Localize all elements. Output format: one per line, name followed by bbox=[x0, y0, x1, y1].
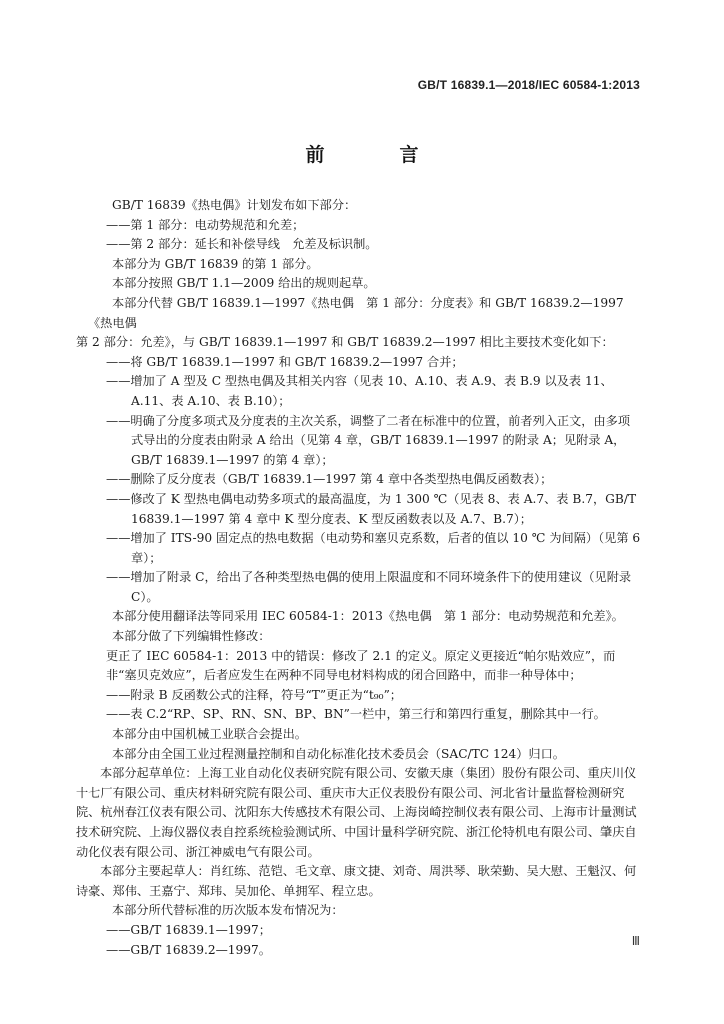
list-item: ——增加了附录 C，给出了各种类型热电偶的使用上限温度和不同环境条件下的使用建议（见附录 C）。 bbox=[106, 570, 632, 604]
list-item: ——增加了 ITS-90 固定点的热电数据（电动势和塞贝克系数，后者的值以 10 ℃ 为间隔）（见第 6 章）； bbox=[106, 531, 641, 565]
paragraph: 本部分代替 GB/T 16839.1—1997《热电偶 第 1 部分：分度表》和 GB/T 16839.2—1997《热电偶 bbox=[88, 295, 624, 330]
page-number: Ⅲ bbox=[631, 934, 640, 948]
page-title: 前 言 bbox=[305, 144, 447, 166]
paragraph-continuation: 第 2 部分：允差》，与 GB/T 16839.1—1997 和 GB/T 16839.2—1997 相比主要技术变化如下： bbox=[76, 335, 614, 350]
list-item: ——第 2 部分：延长和补偿导线 允差及标识制。 bbox=[106, 237, 378, 252]
paragraph: 本部分起草单位：上海工业自动化仪表研究院有限公司、安徽天康（集团）股份有限公司、重庆川仪十七厂有限公司、重庆材料研究院有限公司、重庆市大正仪表股份有限公司、河北省计量监督检测研究院、杭州春江仪表有限公司、沈阳东大传感技术有限公司、上海岗崎控制仪表有限公司、上海市计量测试技术研究院、上海仪器仪表自控系统检验测试所、中国计量科学研究院、浙江伦特机电有限公司、肇庆自动化仪表有限公司、浙江神威电气有限公司。 bbox=[76, 766, 637, 859]
list-item: ——GB/T 16839.1—1997； bbox=[106, 922, 271, 937]
paragraph: 本部分为 GB/T 16839 的第 1 部分。 bbox=[112, 256, 319, 271]
paragraph: 本部分主要起草人：肖红练、范铠、毛文章、康文捷、刘奇、周洪琴、耿荣勤、吴大慰、王魁汉、何诗豪、郑伟、王嘉宁、郑玮、吴加伦、单拥军、程立忠。 bbox=[76, 864, 637, 898]
paragraph: 本部分做了下列编辑性修改： bbox=[112, 629, 271, 644]
paragraph: 本部分所代替标准的历次版本发布情况为： bbox=[112, 903, 344, 918]
list-item: ——第 1 部分：电动势规范和允差； bbox=[106, 217, 305, 232]
paragraph: 本部分使用翻译法等同采用 IEC 60584-1：2013《热电偶 第 1 部分：电动势规范和允差》。 bbox=[112, 609, 624, 624]
list-item: ——明确了分度多项式及分度表的主次关系，调整了二者在标准中的位置，前者列入正文，由多项式导出的分度表由附录 A 给出（见第 4 章，GB/T 16839.1—1997 的附录 A；见附录 A，GB/T 16839.1—1997 的第 4 章）； bbox=[106, 413, 631, 467]
list-item: ——修改了 K 型热电偶电动势多项式的最高温度，为 1 300 ℃（见表 8、表 A.7、表 B.7，GB/T 16839.1—1997 第 4 章中 K 型分度表、K 型反函数表以及 A.7、B.7）； bbox=[106, 491, 637, 526]
paragraph: 本部分由中国机械工业联合会提出。 bbox=[112, 727, 307, 742]
paragraph: GB/T 16839《热电偶》计划发布如下部分： bbox=[112, 198, 357, 212]
document-body bbox=[76, 196, 642, 960]
list-item: ——增加了 A 型及 C 型热电偶及其相关内容（见表 10、A.10、表 A.9、表 B.9 以及表 11、A.11、表 A.10、表 B.10）； bbox=[106, 374, 613, 408]
paragraph: 本部分按照 GB/T 1.1—2009 给出的规则起草。 bbox=[112, 276, 376, 291]
list-item: ——将 GB/T 16839.1—1997 和 GB/T 16839.2—1997 合并； bbox=[106, 354, 464, 369]
list-item: 更正了 IEC 60584-1：2013 中的错误：修改了 2.1 的定义。原定义更接近“帕尔贴效应”，而非“塞贝克效应”，后者应发生在两种不同导电材料构成的闭合回路中，而非一种导体中； bbox=[106, 648, 616, 683]
list-item: ——附录 B 反函数公式的注释，符号“T”更正为“t₉₀”； bbox=[106, 687, 402, 702]
list-item: ——表 C.2“RP、SP、RN、SN、BP、BN”一栏中，第三行和第四行重复，删除其中一行。 bbox=[106, 707, 606, 722]
standard-code: GB/T 16839.1—2018/IEC 60584-1:2013 bbox=[417, 78, 640, 92]
list-item: ——GB/T 16839.2—1997。 bbox=[106, 942, 271, 957]
paragraph: 本部分由全国工业过程测量控制和自动化标准化技术委员会（SAC/TC 124）归口。 bbox=[112, 746, 565, 761]
list-item: ——删除了反分度表（GB/T 16839.1—1997 第 4 章中各类型热电偶反函数表）； bbox=[106, 472, 553, 487]
